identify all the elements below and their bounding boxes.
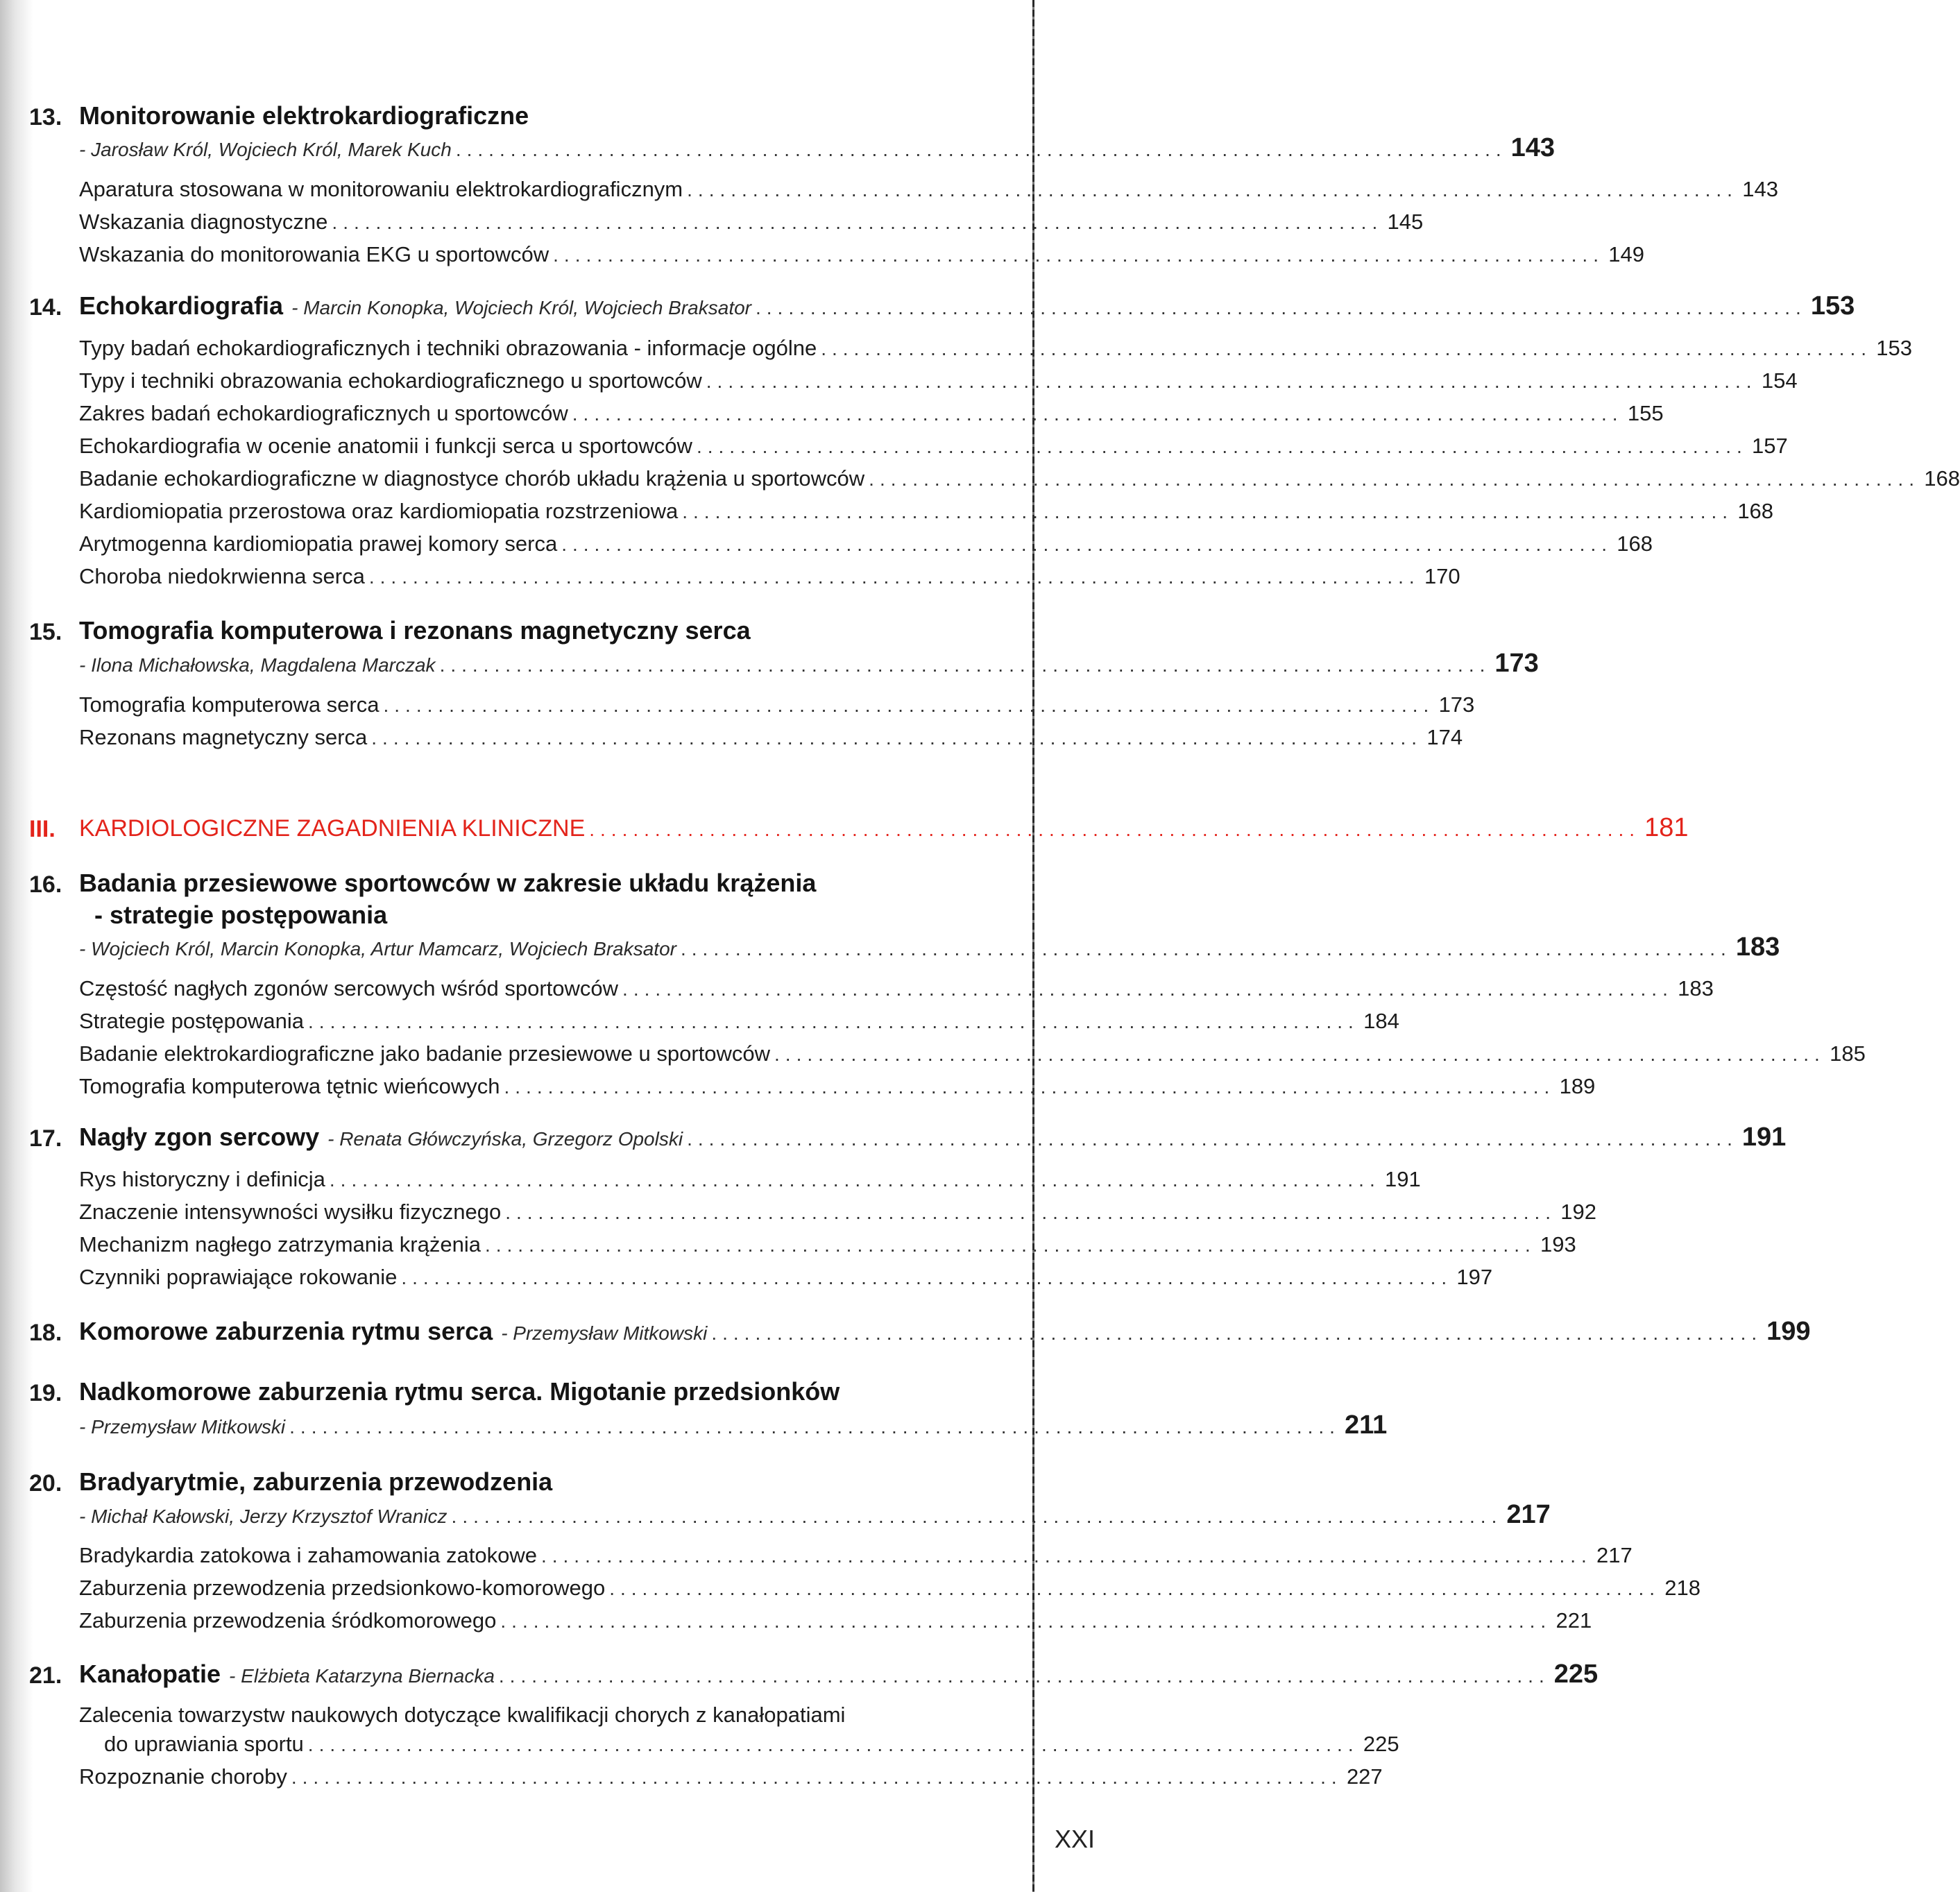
dot-leader: ................................................................................................ bbox=[329, 1169, 1381, 1191]
toc-entry[interactable] bbox=[79, 1167, 1421, 1202]
chapter-title: Badania przesiewowe sportowców w zakresie układu krążenia bbox=[79, 869, 817, 897]
section-page: 227 bbox=[1346, 1764, 1383, 1789]
chapter-17-title-line[interactable] bbox=[79, 1123, 1787, 1157]
section-page: 145 bbox=[1387, 210, 1424, 234]
chapter-number: 16. bbox=[29, 871, 62, 898]
chapter-title: Tomografia komputerowa i rezonans magnetyczny serca bbox=[79, 616, 751, 645]
dot-leader: ................................................................................................ bbox=[756, 297, 1807, 318]
chapter-authors: - Wojciech Król, Marcin Konopka, Artur Mamcarz, Wojciech Braksator bbox=[79, 938, 676, 960]
chapter-13-title-line[interactable] bbox=[79, 101, 1000, 136]
section-page: 192 bbox=[1560, 1200, 1597, 1224]
section-page: 185 bbox=[1830, 1041, 1866, 1066]
section-title: Arytmogenna kardiomiopatia prawej komory serca bbox=[79, 531, 558, 556]
part-title: KARDIOLOGICZNE ZAGADNIENIA KLINICZNE bbox=[79, 815, 586, 842]
section-title: Choroba niedokrwienna serca bbox=[79, 564, 365, 588]
section-title: Aparatura stosowana w monitorowaniu elektrokardiograficznym bbox=[79, 177, 683, 201]
chapter-15-title-line[interactable] bbox=[79, 616, 1000, 651]
toc-entry[interactable] bbox=[79, 466, 1960, 501]
dot-leader: ................................................................................................ bbox=[561, 534, 1613, 555]
section-page: 184 bbox=[1363, 1009, 1399, 1033]
chapter-authors: - Marcin Konopka, Wojciech Król, Wojciech Braksator bbox=[291, 297, 751, 318]
section-title: Bradykardia zatokowa i zahamowania zatokowe bbox=[79, 1543, 537, 1567]
toc-entry[interactable] bbox=[79, 401, 1664, 436]
section-page: 191 bbox=[1384, 1167, 1421, 1191]
section-title: Znaczenie intensywności wysiłku fizycznego bbox=[79, 1200, 502, 1224]
section-page: 193 bbox=[1540, 1232, 1576, 1256]
section-page: 170 bbox=[1424, 564, 1460, 588]
chapter-19-authors-line[interactable] bbox=[79, 1411, 1388, 1445]
section-title: Rezonans magnetyczny serca bbox=[79, 725, 368, 749]
dot-leader: ................................................................................................ bbox=[589, 819, 1641, 840]
dot-leader: ................................................................................................ bbox=[622, 978, 1673, 1000]
section-title: Tomografia komputerowa tętnic wieńcowych bbox=[79, 1074, 500, 1098]
chapter-number: 18. bbox=[29, 1320, 62, 1346]
toc-entry[interactable] bbox=[79, 434, 1788, 468]
section-page: 197 bbox=[1456, 1265, 1493, 1289]
chapter-number: 19. bbox=[29, 1380, 62, 1406]
toc-entry[interactable] bbox=[79, 1732, 1399, 1766]
dot-leader: ................................................................................................ bbox=[821, 338, 1873, 359]
chapter-authors: - Jarosław Król, Wojciech Król, Marek Kuch bbox=[79, 139, 452, 160]
dot-leader: ................................................................................................ bbox=[869, 468, 1920, 490]
toc-entry[interactable] bbox=[79, 531, 1653, 566]
chapter-16-title-line-2[interactable] bbox=[79, 901, 1000, 935]
toc-entry[interactable] bbox=[79, 1232, 1576, 1267]
toc-entry[interactable] bbox=[79, 368, 1798, 403]
chapter-number: 21. bbox=[29, 1662, 62, 1689]
chapter-page: 191 bbox=[1741, 1123, 1787, 1152]
chapter-title: Bradyarytmie, zaburzenia przewodzenia bbox=[79, 1467, 553, 1496]
section-title: Typy i techniki obrazowania echokardiograficznego u sportowców bbox=[79, 368, 702, 393]
section-page: 168 bbox=[1924, 466, 1960, 491]
chapter-number: 20. bbox=[29, 1470, 62, 1497]
section-page: 189 bbox=[1559, 1074, 1596, 1098]
toc-entry[interactable] bbox=[79, 725, 1463, 760]
dot-leader: ................................................................................................ bbox=[498, 1665, 1550, 1687]
chapter-16-authors-line[interactable] bbox=[79, 932, 1780, 967]
chapter-title-continuation: - strategie postępowania bbox=[94, 901, 388, 929]
section-title: Zakres badań echokardiograficznych u sportowców bbox=[79, 401, 568, 425]
section-title: Kardiomiopatia przerostowa oraz kardiomiopatia rozstrzeniowa bbox=[79, 499, 679, 523]
toc-entry[interactable] bbox=[79, 336, 1913, 370]
chapter-authors: - Renata Główczyńska, Grzegorz Opolski bbox=[327, 1128, 683, 1150]
section-title: Wskazania diagnostyczne bbox=[79, 210, 328, 234]
dot-leader: ................................................................................................ bbox=[291, 1766, 1343, 1788]
dot-leader: ................................................................................................ bbox=[332, 212, 1383, 233]
dot-leader: ................................................................................................ bbox=[687, 1128, 1738, 1150]
chapter-16-title-line[interactable] bbox=[79, 869, 1000, 903]
chapter-title: Komorowe zaburzenia rytmu serca bbox=[79, 1317, 493, 1345]
section-page: 157 bbox=[1752, 434, 1788, 458]
dot-leader: ................................................................................................ bbox=[711, 1322, 1763, 1344]
dot-leader: ................................................................................................ bbox=[383, 694, 1435, 716]
section-title: Rys historyczny i definicja bbox=[79, 1167, 325, 1191]
toc-entry[interactable] bbox=[79, 1041, 1866, 1076]
dot-leader: ................................................................................................ bbox=[687, 179, 1738, 201]
chapter-15-authors-line[interactable] bbox=[79, 649, 1539, 683]
section-page: 217 bbox=[1596, 1543, 1633, 1567]
chapter-authors: - Elżbieta Katarzyna Biernacka bbox=[229, 1665, 495, 1687]
toc-entry[interactable] bbox=[79, 177, 1778, 212]
chapter-page: 143 bbox=[1510, 133, 1556, 162]
chapter-title: Nagły zgon sercowy bbox=[79, 1123, 320, 1151]
chapter-page: 217 bbox=[1506, 1500, 1551, 1529]
page-number: XXI bbox=[1055, 1825, 1096, 1853]
section-title-continuation: do uprawiania sportu bbox=[104, 1732, 304, 1756]
dot-leader: ................................................................................................ bbox=[307, 1734, 1359, 1755]
section-title: Rozpoznanie choroby bbox=[79, 1764, 287, 1789]
dot-leader: ................................................................................................ bbox=[706, 370, 1757, 392]
dot-leader: ................................................................................................ bbox=[505, 1202, 1557, 1223]
chapter-20-authors-line[interactable] bbox=[79, 1500, 1551, 1535]
dot-leader: ................................................................................................ bbox=[682, 501, 1734, 522]
chapter-page: 225 bbox=[1553, 1660, 1599, 1689]
chapter-authors: - Przemysław Mitkowski bbox=[501, 1322, 708, 1344]
chapter-page: 173 bbox=[1494, 649, 1539, 678]
chapter-13-authors-line[interactable] bbox=[79, 133, 1556, 168]
section-page: 174 bbox=[1426, 725, 1463, 749]
dot-leader: ................................................................................................ bbox=[484, 1234, 1536, 1256]
chapter-title: Echokardiografia bbox=[79, 291, 284, 320]
part-3-heading-line[interactable] bbox=[79, 813, 1689, 848]
chapter-number: 15. bbox=[29, 619, 62, 645]
toc-entry[interactable] bbox=[79, 564, 1460, 599]
chapter-authors: - Przemysław Mitkowski bbox=[79, 1416, 286, 1438]
chapter-number: 14. bbox=[29, 294, 62, 321]
chapter-page: 211 bbox=[1344, 1411, 1388, 1440]
section-title: Zaburzenia przewodzenia śródkomorowego bbox=[79, 1608, 497, 1633]
dot-leader: ................................................................................................ bbox=[308, 1011, 1359, 1032]
section-title: Badanie elektrokardiograficzne jako badanie przesiewowe u sportowców bbox=[79, 1041, 771, 1066]
section-title: Strategie postępowania bbox=[79, 1009, 305, 1033]
section-title: Typy badań echokardiograficznych i techniki obrazowania - informacje ogólne bbox=[79, 336, 817, 360]
dot-leader: ................................................................................................ bbox=[401, 1267, 1453, 1288]
toc-entry[interactable] bbox=[79, 1576, 1701, 1610]
toc-entry[interactable] bbox=[79, 976, 1714, 1011]
toc-entry[interactable] bbox=[79, 1265, 1493, 1299]
dot-leader: ................................................................................................ bbox=[696, 436, 1748, 457]
dot-leader: ................................................................................................ bbox=[289, 1416, 1340, 1438]
toc-entry[interactable] bbox=[79, 1608, 1592, 1643]
section-title: Mechanizm nagłego zatrzymania krążenia bbox=[79, 1232, 481, 1256]
chapter-21-title-line[interactable] bbox=[79, 1660, 1599, 1694]
dot-leader: ................................................................................................ bbox=[504, 1076, 1556, 1098]
toc-entry[interactable] bbox=[79, 499, 1774, 534]
section-title: Badanie echokardiograficzne w diagnostyce chorób układu krążenia u sportowców bbox=[79, 466, 865, 491]
toc-entry[interactable] bbox=[79, 1200, 1597, 1234]
dot-leader: ................................................................................................ bbox=[572, 403, 1624, 425]
dot-leader: ................................................................................................ bbox=[774, 1043, 1825, 1065]
dot-leader: ................................................................................................ bbox=[609, 1578, 1660, 1599]
toc-entry[interactable] bbox=[79, 1543, 1633, 1578]
section-title: Czynniki poprawiające rokowanie bbox=[79, 1265, 398, 1289]
dot-leader: ................................................................................................ bbox=[368, 566, 1420, 588]
section-title: Tomografia komputerowa serca bbox=[79, 692, 380, 717]
chapter-page: 199 bbox=[1766, 1317, 1811, 1346]
section-page: 143 bbox=[1742, 177, 1778, 201]
chapter-title: Monitorowanie elektrokardiograficzne bbox=[79, 101, 529, 130]
section-page: 168 bbox=[1617, 531, 1653, 556]
toc-entry[interactable] bbox=[79, 210, 1424, 244]
dot-leader: ................................................................................................ bbox=[681, 938, 1732, 960]
section-page: 221 bbox=[1556, 1608, 1592, 1633]
part-number: III. bbox=[29, 816, 56, 842]
section-title: Zalecenia towarzystw naukowych dotyczące kwalifikacji chorych z kanałopatiami bbox=[79, 1703, 846, 1727]
chapter-title: Nadkomorowe zaburzenia rytmu serca. Migotanie przedsionków bbox=[79, 1377, 840, 1406]
section-page: 149 bbox=[1608, 242, 1644, 266]
toc-entry[interactable] bbox=[79, 1764, 1383, 1799]
chapter-20-title-line[interactable] bbox=[79, 1467, 1000, 1502]
chapter-authors: - Ilona Michałowska, Magdalena Marczak bbox=[79, 654, 436, 676]
toc-entry[interactable] bbox=[79, 1074, 1596, 1109]
book-gutter-shadow bbox=[0, 0, 33, 1892]
chapter-title: Kanałopatie bbox=[79, 1660, 221, 1688]
section-page: 154 bbox=[1761, 368, 1798, 393]
section-page: 218 bbox=[1664, 1576, 1701, 1600]
section-page: 183 bbox=[1678, 976, 1714, 1000]
chapter-page: 153 bbox=[1810, 291, 1855, 321]
section-page: 155 bbox=[1627, 401, 1664, 425]
dot-leader: ................................................................................................ bbox=[540, 1545, 1592, 1567]
dot-leader: ................................................................................................ bbox=[439, 654, 1491, 676]
section-title: Częstość nagłych zgonów sercowych wśród sportowców bbox=[79, 976, 619, 1000]
dot-leader: ................................................................................................ bbox=[371, 727, 1423, 749]
section-title: Zaburzenia przewodzenia przedsionkowo-komorowego bbox=[79, 1576, 606, 1600]
part-page: 181 bbox=[1644, 813, 1689, 842]
section-page: 153 bbox=[1876, 336, 1913, 360]
chapter-number: 13. bbox=[29, 104, 62, 130]
dot-leader: ................................................................................................ bbox=[553, 244, 1604, 266]
chapter-number: 17. bbox=[29, 1125, 62, 1152]
section-page: 168 bbox=[1737, 499, 1774, 523]
toc-entry[interactable] bbox=[79, 242, 1644, 277]
dot-leader: ................................................................................................ bbox=[500, 1610, 1552, 1632]
section-title: Wskazania do monitorowania EKG u sportowców bbox=[79, 242, 549, 266]
chapter-18-title-line[interactable] bbox=[79, 1317, 1811, 1352]
chapter-page: 183 bbox=[1735, 932, 1780, 962]
dot-leader: ................................................................................................ bbox=[451, 1506, 1503, 1527]
section-title: Echokardiografia w ocenie anatomii i funkcji serca u sportowców bbox=[79, 434, 692, 458]
section-page: 173 bbox=[1438, 692, 1475, 717]
dot-leader: ................................................................................................ bbox=[455, 139, 1507, 160]
toc-entry[interactable] bbox=[79, 1009, 1399, 1043]
chapter-19-title-line[interactable] bbox=[79, 1377, 1000, 1412]
chapter-14-title-line[interactable] bbox=[79, 291, 1855, 326]
toc-entry[interactable] bbox=[79, 692, 1475, 727]
section-page: 225 bbox=[1363, 1732, 1399, 1756]
chapter-authors: - Michał Kałowski, Jerzy Krzysztof Wranicz bbox=[79, 1506, 448, 1527]
